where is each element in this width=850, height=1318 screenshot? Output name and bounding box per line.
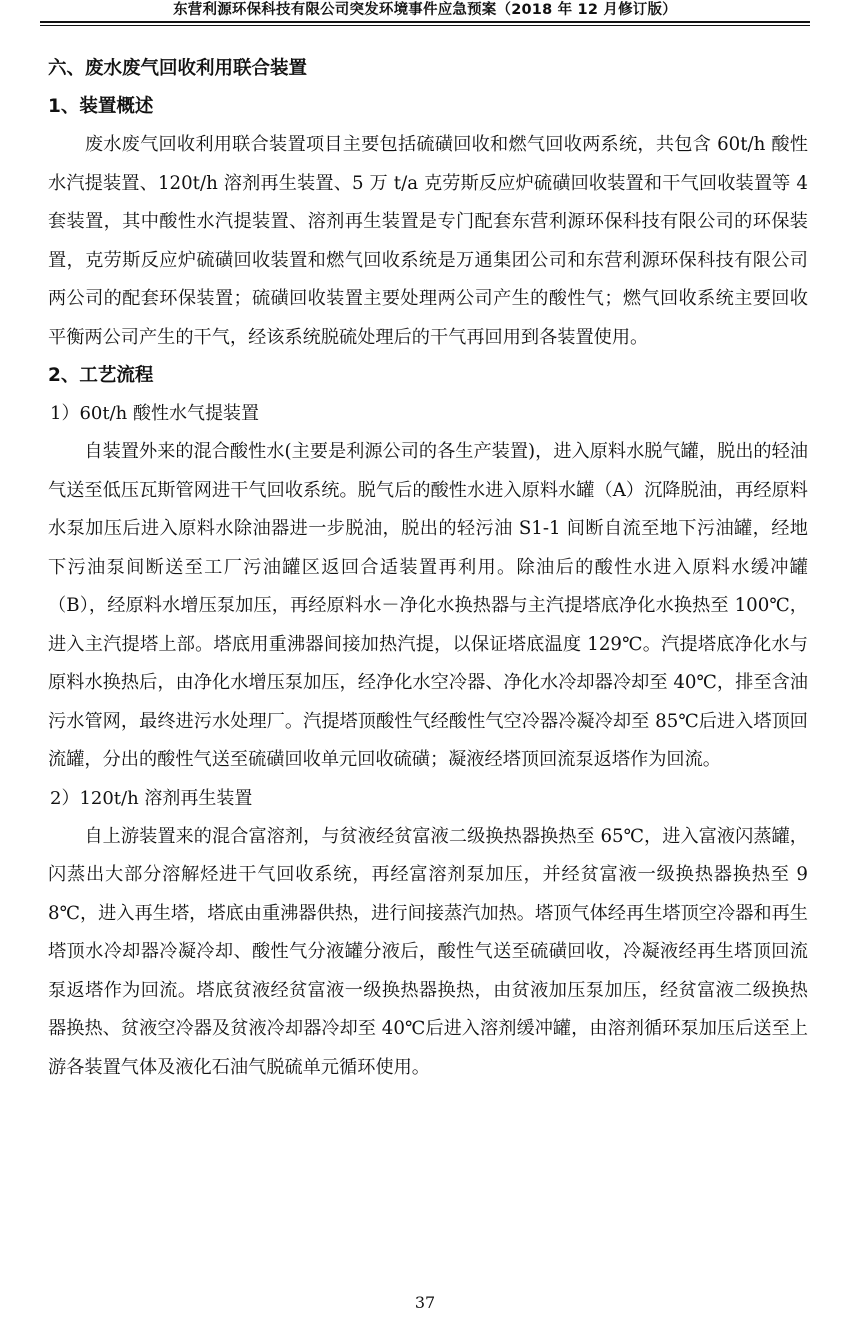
sub2-heading: 2）120t/h 溶剂再生装置 xyxy=(50,787,253,809)
header-rule xyxy=(40,21,810,26)
section-title: 六、废水废气回收利用联合装置 xyxy=(48,58,308,79)
sub2-paragraph: 自上游装置来的混合富溶剂，与贫液经贫富液二级换热器换热至 65℃，进入富液闪蒸罐，闪蒸出大部分溶解烃进干气回收系统，再经富溶剂泵加压，并经贫富液一级换热器换热至 98℃，进入再生塔，塔底由重沸器供热，进行间接蒸汽加热。塔顶气体经再生塔顶空冷器和再生塔顶水冷却器冷凝冷却、酸性气分液罐分液后，酸性气送至硫磺回收，冷凝液经再生塔顶回流泵返塔作为回流。塔底贫液经贫富液一级换热器换热，由贫液加压泵加压，经贫富液二级换热器换热、贫液空冷器及贫液冷却器冷却至 40℃后进入溶剂缓冲罐，由溶剂循环泵加压后送至上游各装置气体及液化石油气脱硫单元循环使用。 xyxy=(48,825,808,1078)
sub1-heading: 1）60t/h 酸性水气提装置 xyxy=(50,403,259,424)
document-body xyxy=(48,50,808,1087)
overview-paragraph: 废水废气回收利用联合装置项目主要包括硫磺回收和燃气回收两系统，共包含 60t/h 酸性水汽提装置、120t/h 溶剂再生装置、5 万 t/a 克劳斯反应炉硫磺回收装置和干气回收装置等 4 套装置，其中酸性水汽提装置、溶剂再生装置是专门配套东营利源环保科技有限公司的环保装置，克劳斯反应炉硫磺回收装置和燃气回收系统是万通集团公司和东营利源环保科技有限公司两公司的配套环保装置；硫磺回收装置主要处理两公司产生的酸性气；燃气回收系统主要回收平衡两公司产生的干气，经该系统脱硫处理后的干气再回用到各装置使用。 xyxy=(48,134,808,348)
overview-heading: 1、装置概述 xyxy=(48,96,154,117)
process-heading: 2、工艺流程 xyxy=(48,365,154,386)
page-number: 37 xyxy=(414,1293,436,1312)
sub1-paragraph: 自装置外来的混合酸性水(主要是利源公司的各生产装置)，进入原料水脱气罐，脱出的轻油气送至低压瓦斯管网进干气回收系统。脱气后的酸性水进入原料水罐（A）沉降脱油，再经原料水泵加压后进入原料水除油器进一步脱油，脱出的轻污油 S1-1 间断自流至地下污油罐，经地下污油泵间断送至工厂污油罐区返回合适装置再利用。除油后的酸性水进入原料水缓冲罐（B），经原料水增压泵加压，再经原料水－净化水换热器与主汽提塔底净化水换热至 100℃，进入主汽提塔上部。塔底用重沸器间接加热汽提，以保证塔底温度 129℃。汽提塔底净化水与原料水换热后，由净化水增压泵加压，经净化水空冷器、净化水冷却器冷却至 40℃，排至含油污水管网，最终进污水处理厂。汽提塔顶酸性气经酸性气空冷器冷凝冷却至 85℃后进入塔顶回流罐，分出的酸性气送至硫磺回收单元回收硫磺；凝液经塔顶回流泵返塔作为回流。 xyxy=(48,441,808,770)
page-header: 东营利源环保科技有限公司突发环境事件应急预案（2018 年 12 月修订版） xyxy=(173,2,677,18)
